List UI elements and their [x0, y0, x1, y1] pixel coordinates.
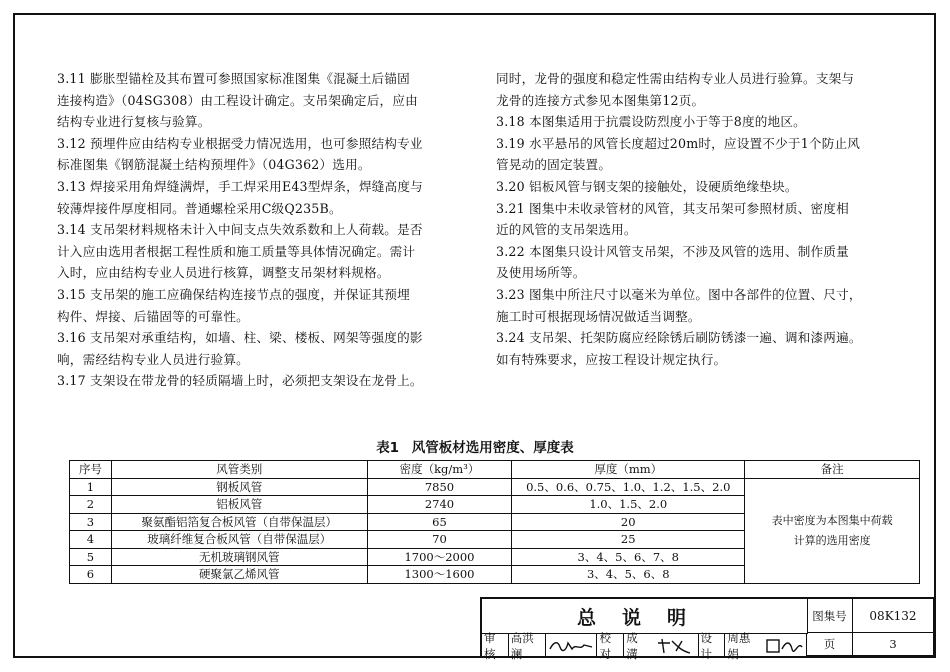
- table-header-row: [70, 461, 920, 479]
- note-3-13: 3.13 焊接采用角焊缝满焊，手工焊采用E43型焊条，焊缝高度与 较薄焊接件厚度相同。普通螺栓采用C级Q235B。: [57, 178, 423, 216]
- cell-type: 钢板风管: [111, 478, 367, 496]
- note-3-11: 3.11 膨胀型锚栓及其布置可参照国家标准图集《混凝土后锚固 连接构造》（04SG308）由工程设计确定。支吊架确定后，应由 结构专业进行复核与验算。: [57, 71, 418, 130]
- cell-type: 铝板风管: [111, 496, 367, 514]
- header-thickness: 厚度（mm）: [512, 461, 745, 479]
- cell-density: 7850: [367, 478, 512, 496]
- remark-text: 表中密度为本图集中荷载计算的选用密度: [771, 513, 893, 547]
- checker-signature: [654, 637, 698, 655]
- table-title: [0, 436, 950, 456]
- designer-name: 周惠娟: [727, 631, 751, 661]
- atlas-label: 图集号: [807, 599, 853, 633]
- cell-thickness: 3、4、5、6、8: [512, 566, 745, 584]
- drawing-title: 总说明: [482, 599, 808, 634]
- cell-thickness: 0.5、0.6、0.75、1.0、1.2、1.5、2.0: [512, 478, 745, 496]
- note-3-20: 3.20 铝板风管与钢支架的接触处，设硬质绝缘垫块。: [496, 178, 798, 194]
- cell-density: 1300～1600: [367, 566, 512, 584]
- cell-type: 硬聚氯乙烯风管: [111, 566, 367, 584]
- note-3-16: 3.16 支吊架对承重结构，如墙、柱、梁、楼板、网架等强度的影 响，需经结构专业人员进行验算。: [57, 330, 423, 367]
- note-3-21: 3.21 图集中未收录管材的风管，其支吊架可参照材质、密度相 近的风管的支吊架选用。: [496, 200, 849, 238]
- duct-material-table: [69, 460, 920, 584]
- note-3-23: 3.23 图集中所注尺寸以毫米为单位。图中各部件的位置、尺寸， 施工时可根据现场情况做适当调整。: [496, 286, 862, 324]
- notes-right-column: [496, 68, 891, 370]
- cell-no: 4: [70, 531, 112, 549]
- title-block: [480, 597, 936, 661]
- reviewer-signature: [546, 637, 596, 655]
- cell-no: 3: [70, 513, 112, 531]
- table-row: [70, 478, 920, 496]
- design-label: 设计: [698, 634, 726, 658]
- header-type: 风管类别: [111, 461, 367, 479]
- cell-type: 无机玻璃钢风管: [111, 548, 367, 566]
- page-label: 页: [807, 633, 853, 656]
- cell-no: 5: [70, 548, 112, 566]
- cell-no: 6: [70, 566, 112, 584]
- note-3-24: 3.24 支吊架、托架防腐应经除锈后刷防锈漆一遍、调和漆两遍。 如有特殊要求，应按工程设计规定执行。: [496, 330, 862, 367]
- reviewer-name: 高洪澜: [508, 634, 547, 658]
- cell-type: 聚氨酯铝箔复合板风管（自带保温层）: [111, 513, 367, 531]
- note-3-18: 3.18 本图集适用于抗震设防烈度小于等于8度的地区。: [496, 114, 806, 130]
- note-3-17-cont: 同时，龙骨的强度和稳定性需由结构专业人员进行验算。支架与 龙骨的连接方式参见本图集第12页。: [496, 71, 855, 108]
- header-density: 密度（kg/m³）: [367, 461, 512, 479]
- cell-no: 2: [70, 496, 112, 514]
- note-3-12: 3.12 预埋件应由结构专业根据受力情况选用，也可参照结构专业 标准图集《钢筋混凝土结构预埋件》（04G362）选用。: [57, 135, 423, 173]
- note-3-17: 3.17 支架设在带龙骨的轻质隔墙上时，必须把支架设在龙骨上。: [57, 373, 423, 389]
- cell-no: 1: [70, 478, 112, 496]
- cell-density: 2740: [367, 496, 512, 514]
- cell-density: 70: [367, 531, 512, 549]
- cell-type: 玻璃纤维复合板风管（自带保温层）: [111, 531, 367, 549]
- note-3-19: 3.19 水平悬吊的风管长度超过20m时，应设置不少于1个防止风 管晃动的固定装置。: [496, 135, 861, 173]
- cell-thickness: 3、4、5、6、7、8: [512, 548, 745, 566]
- table-number: 表1: [376, 440, 400, 456]
- header-remark: 备注: [745, 461, 920, 479]
- cell-density: 65: [367, 513, 512, 531]
- review-label: 审核: [484, 631, 496, 661]
- atlas-number: 08K132: [853, 599, 934, 633]
- cell-density: 1700～2000: [367, 548, 512, 566]
- header-no: 序号: [70, 461, 112, 479]
- check-label: 校对: [596, 634, 624, 658]
- designer-signature: [762, 637, 806, 655]
- checker-name: 成 溝: [626, 631, 638, 661]
- notes-left-column: [57, 68, 457, 392]
- note-3-15: 3.15 支吊架的施工应确保结构连接节点的强度，并保证其预埋 构件、焊接、后锚固等的可靠性。: [57, 286, 410, 324]
- page-number: 3: [853, 633, 934, 656]
- note-3-22: 3.22 本图集只设计风管支吊架，不涉及风管的选用、制作质量 及使用场所等。: [496, 243, 849, 281]
- cell-thickness: 25: [512, 531, 745, 549]
- cell-remark: [745, 478, 920, 583]
- cell-thickness: 20: [512, 513, 745, 531]
- cell-thickness: 1.0、1.5、2.0: [512, 496, 745, 514]
- table-caption: 风管板材选用密度、厚度表: [411, 440, 574, 456]
- signature-row: [482, 631, 807, 661]
- note-3-14: 3.14 支吊架材料规格未计入中间支点失效系数和上人荷载。是否 计入应由选用者根据工程性质和施工质量等具体情况确定。需计 入时，应由结构专业人员进行核算，调整支吊架材料规格。: [57, 222, 423, 281]
